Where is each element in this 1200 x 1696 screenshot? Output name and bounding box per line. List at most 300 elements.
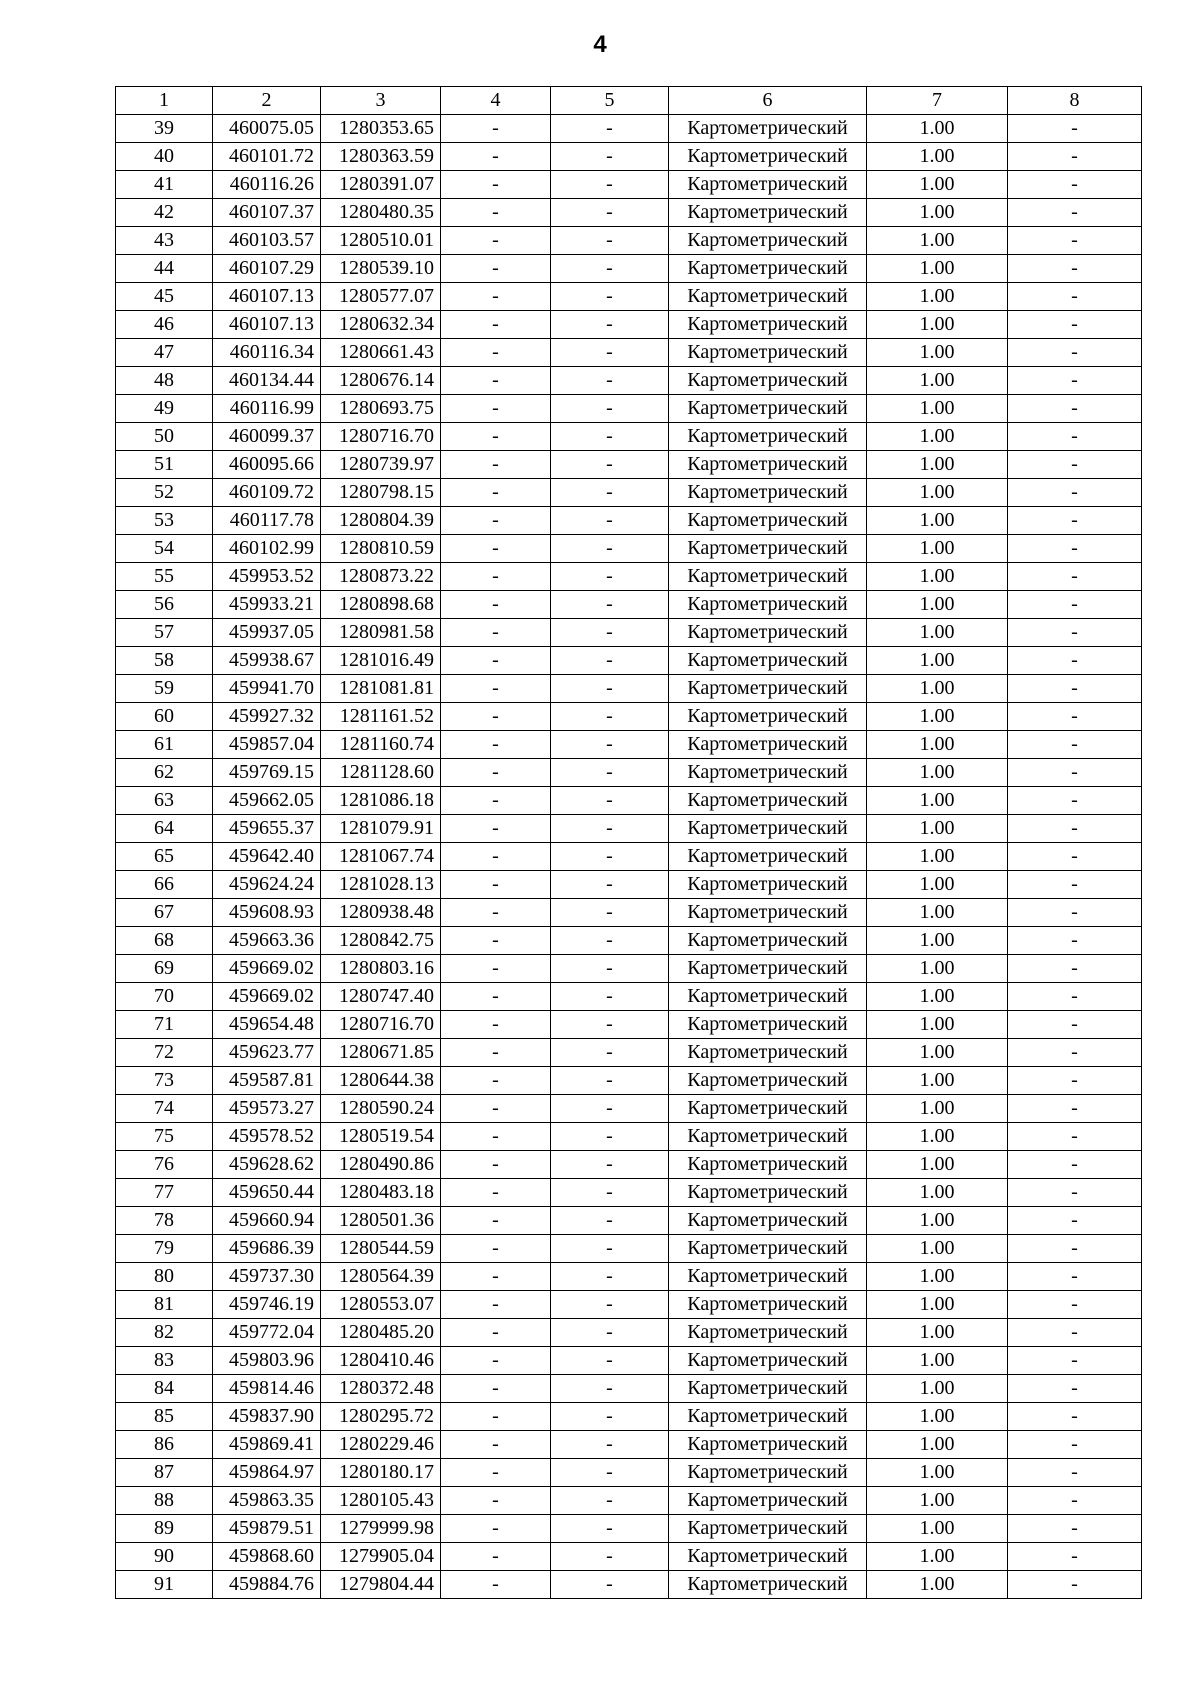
column-5-cell: - xyxy=(551,255,669,283)
table-row xyxy=(116,871,1142,899)
column-header: 2 xyxy=(213,87,321,115)
column-4-cell: - xyxy=(441,1431,551,1459)
x-coordinate-cell: 459746.19 xyxy=(213,1291,321,1319)
column-5-cell: - xyxy=(551,199,669,227)
column-4-cell: - xyxy=(441,1347,551,1375)
column-4-cell: - xyxy=(441,1487,551,1515)
column-8-cell: - xyxy=(1008,507,1142,535)
point-number-cell: 51 xyxy=(116,451,213,479)
x-coordinate-cell: 459941.70 xyxy=(213,675,321,703)
method-cell: Картометрический xyxy=(669,1151,867,1179)
y-coordinate-cell: 1280873.22 xyxy=(321,563,441,591)
method-cell: Картометрический xyxy=(669,843,867,871)
y-coordinate-cell: 1279905.04 xyxy=(321,1543,441,1571)
y-coordinate-cell: 1280577.07 xyxy=(321,283,441,311)
column-4-cell: - xyxy=(441,703,551,731)
column-5-cell: - xyxy=(551,983,669,1011)
y-coordinate-cell: 1280632.34 xyxy=(321,311,441,339)
x-coordinate-cell: 459573.27 xyxy=(213,1095,321,1123)
method-cell: Картометрический xyxy=(669,1375,867,1403)
column-4-cell: - xyxy=(441,423,551,451)
accuracy-cell: 1.00 xyxy=(867,1347,1008,1375)
column-5-cell: - xyxy=(551,115,669,143)
column-5-cell: - xyxy=(551,703,669,731)
method-cell: Картометрический xyxy=(669,535,867,563)
method-cell: Картометрический xyxy=(669,1235,867,1263)
x-coordinate-cell: 460075.05 xyxy=(213,115,321,143)
column-5-cell: - xyxy=(551,143,669,171)
accuracy-cell: 1.00 xyxy=(867,1431,1008,1459)
table-row xyxy=(116,535,1142,563)
y-coordinate-cell: 1280391.07 xyxy=(321,171,441,199)
x-coordinate-cell: 459927.32 xyxy=(213,703,321,731)
y-coordinate-cell: 1281079.91 xyxy=(321,815,441,843)
point-number-cell: 45 xyxy=(116,283,213,311)
method-cell: Картометрический xyxy=(669,1543,867,1571)
point-number-cell: 72 xyxy=(116,1039,213,1067)
column-4-cell: - xyxy=(441,339,551,367)
x-coordinate-cell: 459686.39 xyxy=(213,1235,321,1263)
column-8-cell: - xyxy=(1008,927,1142,955)
point-number-cell: 39 xyxy=(116,115,213,143)
accuracy-cell: 1.00 xyxy=(867,1067,1008,1095)
column-4-cell: - xyxy=(441,1515,551,1543)
y-coordinate-cell: 1280544.59 xyxy=(321,1235,441,1263)
accuracy-cell: 1.00 xyxy=(867,451,1008,479)
point-number-cell: 90 xyxy=(116,1543,213,1571)
column-5-cell: - xyxy=(551,563,669,591)
table-body xyxy=(116,115,1142,1599)
table-row xyxy=(116,423,1142,451)
column-5-cell: - xyxy=(551,1347,669,1375)
accuracy-cell: 1.00 xyxy=(867,395,1008,423)
x-coordinate-cell: 459608.93 xyxy=(213,899,321,927)
point-number-cell: 49 xyxy=(116,395,213,423)
method-cell: Картометрический xyxy=(669,759,867,787)
x-coordinate-cell: 459884.76 xyxy=(213,1571,321,1599)
x-coordinate-cell: 459772.04 xyxy=(213,1319,321,1347)
column-8-cell: - xyxy=(1008,143,1142,171)
accuracy-cell: 1.00 xyxy=(867,591,1008,619)
column-header: 1 xyxy=(116,87,213,115)
column-5-cell: - xyxy=(551,619,669,647)
point-number-cell: 67 xyxy=(116,899,213,927)
column-5-cell: - xyxy=(551,1179,669,1207)
accuracy-cell: 1.00 xyxy=(867,1459,1008,1487)
point-number-cell: 60 xyxy=(116,703,213,731)
method-cell: Картометрический xyxy=(669,1263,867,1291)
table-row xyxy=(116,983,1142,1011)
x-coordinate-cell: 459868.60 xyxy=(213,1543,321,1571)
table-row xyxy=(116,1375,1142,1403)
point-number-cell: 74 xyxy=(116,1095,213,1123)
point-number-cell: 64 xyxy=(116,815,213,843)
table-row xyxy=(116,1207,1142,1235)
column-8-cell: - xyxy=(1008,731,1142,759)
column-4-cell: - xyxy=(441,115,551,143)
y-coordinate-cell: 1280716.70 xyxy=(321,423,441,451)
point-number-cell: 73 xyxy=(116,1067,213,1095)
table-row xyxy=(116,255,1142,283)
column-4-cell: - xyxy=(441,955,551,983)
table-row xyxy=(116,339,1142,367)
point-number-cell: 83 xyxy=(116,1347,213,1375)
y-coordinate-cell: 1280747.40 xyxy=(321,983,441,1011)
x-coordinate-cell: 460116.34 xyxy=(213,339,321,367)
column-5-cell: - xyxy=(551,227,669,255)
column-8-cell: - xyxy=(1008,1179,1142,1207)
column-header: 8 xyxy=(1008,87,1142,115)
accuracy-cell: 1.00 xyxy=(867,283,1008,311)
point-number-cell: 84 xyxy=(116,1375,213,1403)
column-8-cell: - xyxy=(1008,1431,1142,1459)
column-8-cell: - xyxy=(1008,1319,1142,1347)
column-5-cell: - xyxy=(551,479,669,507)
column-4-cell: - xyxy=(441,1235,551,1263)
column-8-cell: - xyxy=(1008,1347,1142,1375)
y-coordinate-cell: 1281081.81 xyxy=(321,675,441,703)
x-coordinate-cell: 459879.51 xyxy=(213,1515,321,1543)
column-header: 5 xyxy=(551,87,669,115)
method-cell: Картометрический xyxy=(669,115,867,143)
accuracy-cell: 1.00 xyxy=(867,1207,1008,1235)
table-row xyxy=(116,311,1142,339)
column-8-cell: - xyxy=(1008,1375,1142,1403)
column-4-cell: - xyxy=(441,871,551,899)
point-number-cell: 42 xyxy=(116,199,213,227)
table-row xyxy=(116,955,1142,983)
method-cell: Картометрический xyxy=(669,871,867,899)
accuracy-cell: 1.00 xyxy=(867,1123,1008,1151)
y-coordinate-cell: 1280739.97 xyxy=(321,451,441,479)
point-number-cell: 82 xyxy=(116,1319,213,1347)
method-cell: Картометрический xyxy=(669,367,867,395)
x-coordinate-cell: 460095.66 xyxy=(213,451,321,479)
y-coordinate-cell: 1280842.75 xyxy=(321,927,441,955)
column-8-cell: - xyxy=(1008,647,1142,675)
x-coordinate-cell: 460107.29 xyxy=(213,255,321,283)
column-4-cell: - xyxy=(441,619,551,647)
x-coordinate-cell: 459578.52 xyxy=(213,1123,321,1151)
accuracy-cell: 1.00 xyxy=(867,1487,1008,1515)
x-coordinate-cell: 460107.13 xyxy=(213,311,321,339)
column-5-cell: - xyxy=(551,1487,669,1515)
point-number-cell: 47 xyxy=(116,339,213,367)
accuracy-cell: 1.00 xyxy=(867,507,1008,535)
column-5-cell: - xyxy=(551,591,669,619)
table-row xyxy=(116,479,1142,507)
x-coordinate-cell: 459933.21 xyxy=(213,591,321,619)
method-cell: Картометрический xyxy=(669,1039,867,1067)
y-coordinate-cell: 1281016.49 xyxy=(321,647,441,675)
x-coordinate-cell: 459769.15 xyxy=(213,759,321,787)
table-row xyxy=(116,927,1142,955)
column-8-cell: - xyxy=(1008,1571,1142,1599)
column-header: 6 xyxy=(669,87,867,115)
column-4-cell: - xyxy=(441,983,551,1011)
method-cell: Картометрический xyxy=(669,787,867,815)
method-cell: Картометрический xyxy=(669,423,867,451)
table-row xyxy=(116,143,1142,171)
point-number-cell: 59 xyxy=(116,675,213,703)
column-4-cell: - xyxy=(441,1403,551,1431)
column-4-cell: - xyxy=(441,927,551,955)
accuracy-cell: 1.00 xyxy=(867,479,1008,507)
column-5-cell: - xyxy=(551,1235,669,1263)
column-4-cell: - xyxy=(441,1207,551,1235)
column-5-cell: - xyxy=(551,1431,669,1459)
column-8-cell: - xyxy=(1008,311,1142,339)
method-cell: Картометрический xyxy=(669,1347,867,1375)
column-4-cell: - xyxy=(441,1095,551,1123)
column-4-cell: - xyxy=(441,171,551,199)
column-header: 7 xyxy=(867,87,1008,115)
x-coordinate-cell: 459642.40 xyxy=(213,843,321,871)
table-row xyxy=(116,395,1142,423)
column-5-cell: - xyxy=(551,843,669,871)
column-5-cell: - xyxy=(551,1375,669,1403)
coordinates-table xyxy=(115,86,1142,1599)
y-coordinate-cell: 1280295.72 xyxy=(321,1403,441,1431)
table-row xyxy=(116,1347,1142,1375)
point-number-cell: 86 xyxy=(116,1431,213,1459)
table-row xyxy=(116,1235,1142,1263)
column-4-cell: - xyxy=(441,591,551,619)
accuracy-cell: 1.00 xyxy=(867,423,1008,451)
table-row xyxy=(116,1095,1142,1123)
accuracy-cell: 1.00 xyxy=(867,955,1008,983)
accuracy-cell: 1.00 xyxy=(867,199,1008,227)
accuracy-cell: 1.00 xyxy=(867,1571,1008,1599)
x-coordinate-cell: 459650.44 xyxy=(213,1179,321,1207)
column-8-cell: - xyxy=(1008,1235,1142,1263)
y-coordinate-cell: 1280810.59 xyxy=(321,535,441,563)
column-4-cell: - xyxy=(441,675,551,703)
column-4-cell: - xyxy=(441,647,551,675)
y-coordinate-cell: 1280644.38 xyxy=(321,1067,441,1095)
table-row xyxy=(116,227,1142,255)
y-coordinate-cell: 1280716.70 xyxy=(321,1011,441,1039)
x-coordinate-cell: 459624.24 xyxy=(213,871,321,899)
table-row xyxy=(116,1011,1142,1039)
column-8-cell: - xyxy=(1008,1207,1142,1235)
table-row xyxy=(116,787,1142,815)
column-8-cell: - xyxy=(1008,1487,1142,1515)
y-coordinate-cell: 1280693.75 xyxy=(321,395,441,423)
point-number-cell: 87 xyxy=(116,1459,213,1487)
column-8-cell: - xyxy=(1008,787,1142,815)
method-cell: Картометрический xyxy=(669,1179,867,1207)
accuracy-cell: 1.00 xyxy=(867,1375,1008,1403)
column-8-cell: - xyxy=(1008,451,1142,479)
y-coordinate-cell: 1281128.60 xyxy=(321,759,441,787)
method-cell: Картометрический xyxy=(669,1319,867,1347)
method-cell: Картометрический xyxy=(669,1403,867,1431)
point-number-cell: 77 xyxy=(116,1179,213,1207)
y-coordinate-cell: 1280501.36 xyxy=(321,1207,441,1235)
point-number-cell: 52 xyxy=(116,479,213,507)
x-coordinate-cell: 460103.57 xyxy=(213,227,321,255)
accuracy-cell: 1.00 xyxy=(867,927,1008,955)
point-number-cell: 46 xyxy=(116,311,213,339)
x-coordinate-cell: 460102.99 xyxy=(213,535,321,563)
accuracy-cell: 1.00 xyxy=(867,619,1008,647)
column-8-cell: - xyxy=(1008,1067,1142,1095)
x-coordinate-cell: 459837.90 xyxy=(213,1403,321,1431)
column-8-cell: - xyxy=(1008,759,1142,787)
column-8-cell: - xyxy=(1008,983,1142,1011)
table-row xyxy=(116,1319,1142,1347)
column-5-cell: - xyxy=(551,171,669,199)
column-8-cell: - xyxy=(1008,283,1142,311)
table-row xyxy=(116,1151,1142,1179)
column-8-cell: - xyxy=(1008,1403,1142,1431)
column-4-cell: - xyxy=(441,1571,551,1599)
point-number-cell: 40 xyxy=(116,143,213,171)
y-coordinate-cell: 1280661.43 xyxy=(321,339,441,367)
y-coordinate-cell: 1280180.17 xyxy=(321,1459,441,1487)
method-cell: Картометрический xyxy=(669,703,867,731)
x-coordinate-cell: 459803.96 xyxy=(213,1347,321,1375)
x-coordinate-cell: 459864.97 xyxy=(213,1459,321,1487)
table-row xyxy=(116,283,1142,311)
y-coordinate-cell: 1280510.01 xyxy=(321,227,441,255)
point-number-cell: 91 xyxy=(116,1571,213,1599)
accuracy-cell: 1.00 xyxy=(867,1543,1008,1571)
y-coordinate-cell: 1280590.24 xyxy=(321,1095,441,1123)
column-5-cell: - xyxy=(551,311,669,339)
column-5-cell: - xyxy=(551,1319,669,1347)
point-number-cell: 44 xyxy=(116,255,213,283)
method-cell: Картометрический xyxy=(669,899,867,927)
y-coordinate-cell: 1281160.74 xyxy=(321,731,441,759)
point-number-cell: 56 xyxy=(116,591,213,619)
method-cell: Картометрический xyxy=(669,955,867,983)
point-number-cell: 79 xyxy=(116,1235,213,1263)
column-5-cell: - xyxy=(551,1039,669,1067)
method-cell: Картометрический xyxy=(669,1431,867,1459)
method-cell: Картометрический xyxy=(669,199,867,227)
point-number-cell: 76 xyxy=(116,1151,213,1179)
y-coordinate-cell: 1280564.39 xyxy=(321,1263,441,1291)
x-coordinate-cell: 459669.02 xyxy=(213,983,321,1011)
method-cell: Картометрический xyxy=(669,395,867,423)
x-coordinate-cell: 460107.37 xyxy=(213,199,321,227)
column-4-cell: - xyxy=(441,367,551,395)
table-row xyxy=(116,591,1142,619)
column-5-cell: - xyxy=(551,647,669,675)
point-number-cell: 54 xyxy=(116,535,213,563)
column-4-cell: - xyxy=(441,1151,551,1179)
point-number-cell: 89 xyxy=(116,1515,213,1543)
column-4-cell: - xyxy=(441,199,551,227)
y-coordinate-cell: 1280798.15 xyxy=(321,479,441,507)
column-4-cell: - xyxy=(441,1039,551,1067)
column-4-cell: - xyxy=(441,899,551,927)
x-coordinate-cell: 459937.05 xyxy=(213,619,321,647)
method-cell: Картометрический xyxy=(669,1011,867,1039)
table-row xyxy=(116,1487,1142,1515)
column-8-cell: - xyxy=(1008,703,1142,731)
method-cell: Картометрический xyxy=(669,731,867,759)
point-number-cell: 65 xyxy=(116,843,213,871)
method-cell: Картометрический xyxy=(669,1487,867,1515)
accuracy-cell: 1.00 xyxy=(867,843,1008,871)
accuracy-cell: 1.00 xyxy=(867,983,1008,1011)
point-number-cell: 43 xyxy=(116,227,213,255)
method-cell: Картометрический xyxy=(669,927,867,955)
column-5-cell: - xyxy=(551,787,669,815)
column-5-cell: - xyxy=(551,1403,669,1431)
x-coordinate-cell: 459863.35 xyxy=(213,1487,321,1515)
method-cell: Картометрический xyxy=(669,283,867,311)
table-row xyxy=(116,1039,1142,1067)
column-8-cell: - xyxy=(1008,423,1142,451)
column-5-cell: - xyxy=(551,675,669,703)
column-8-cell: - xyxy=(1008,899,1142,927)
accuracy-cell: 1.00 xyxy=(867,143,1008,171)
y-coordinate-cell: 1280553.07 xyxy=(321,1291,441,1319)
column-5-cell: - xyxy=(551,1123,669,1151)
column-8-cell: - xyxy=(1008,1095,1142,1123)
header-row xyxy=(116,87,1142,115)
column-4-cell: - xyxy=(441,311,551,339)
method-cell: Картометрический xyxy=(669,815,867,843)
table-row xyxy=(116,843,1142,871)
column-4-cell: - xyxy=(441,451,551,479)
page-number: 4 xyxy=(593,31,607,58)
method-cell: Картометрический xyxy=(669,647,867,675)
y-coordinate-cell: 1281161.52 xyxy=(321,703,441,731)
point-number-cell: 61 xyxy=(116,731,213,759)
column-4-cell: - xyxy=(441,759,551,787)
point-number-cell: 81 xyxy=(116,1291,213,1319)
method-cell: Картометрический xyxy=(669,339,867,367)
method-cell: Картометрический xyxy=(669,227,867,255)
x-coordinate-cell: 459628.62 xyxy=(213,1151,321,1179)
column-5-cell: - xyxy=(551,899,669,927)
table-row xyxy=(116,731,1142,759)
column-8-cell: - xyxy=(1008,955,1142,983)
x-coordinate-cell: 460116.99 xyxy=(213,395,321,423)
accuracy-cell: 1.00 xyxy=(867,227,1008,255)
table-row xyxy=(116,563,1142,591)
y-coordinate-cell: 1280938.48 xyxy=(321,899,441,927)
point-number-cell: 88 xyxy=(116,1487,213,1515)
x-coordinate-cell: 459869.41 xyxy=(213,1431,321,1459)
point-number-cell: 68 xyxy=(116,927,213,955)
column-8-cell: - xyxy=(1008,1151,1142,1179)
point-number-cell: 75 xyxy=(116,1123,213,1151)
y-coordinate-cell: 1280353.65 xyxy=(321,115,441,143)
column-5-cell: - xyxy=(551,451,669,479)
method-cell: Картометрический xyxy=(669,311,867,339)
column-8-cell: - xyxy=(1008,1011,1142,1039)
column-5-cell: - xyxy=(551,339,669,367)
table-row xyxy=(116,199,1142,227)
column-8-cell: - xyxy=(1008,1123,1142,1151)
method-cell: Картометрический xyxy=(669,1067,867,1095)
column-8-cell: - xyxy=(1008,843,1142,871)
x-coordinate-cell: 459814.46 xyxy=(213,1375,321,1403)
method-cell: Картометрический xyxy=(669,675,867,703)
x-coordinate-cell: 460117.78 xyxy=(213,507,321,535)
table-row xyxy=(116,1571,1142,1599)
point-number-cell: 80 xyxy=(116,1263,213,1291)
column-5-cell: - xyxy=(551,731,669,759)
table-row xyxy=(116,1291,1142,1319)
column-4-cell: - xyxy=(441,1067,551,1095)
